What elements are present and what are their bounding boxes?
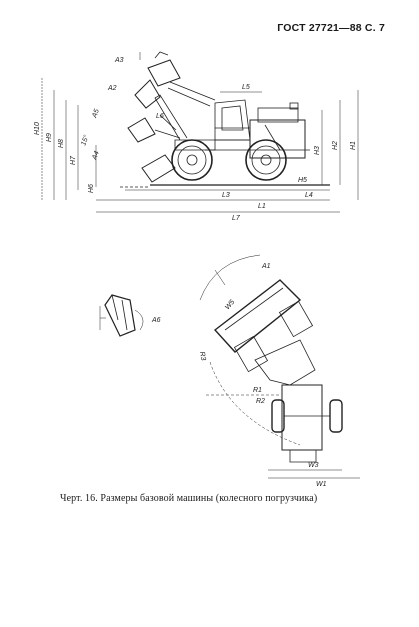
label-h9: H9 bbox=[46, 133, 53, 142]
loader-side-body bbox=[175, 100, 310, 158]
label-w3: W3 bbox=[308, 462, 319, 469]
label-h10: H10 bbox=[34, 122, 41, 135]
label-w5: W5 bbox=[224, 298, 237, 312]
label-l3: L3 bbox=[222, 192, 230, 199]
loader-boom bbox=[155, 82, 215, 140]
bucket-mid bbox=[135, 80, 160, 108]
label-l6: L6 bbox=[156, 113, 164, 120]
label-a5: A5 bbox=[91, 108, 101, 119]
label-angle: 15° bbox=[80, 134, 91, 147]
bucket-detail bbox=[100, 295, 135, 336]
label-l4: L4 bbox=[305, 192, 313, 199]
bucket-ground bbox=[142, 155, 175, 182]
label-l5: L5 bbox=[242, 84, 250, 91]
label-a1: A1 bbox=[262, 263, 271, 270]
label-w1: W1 bbox=[316, 481, 327, 488]
loader-plan-rear bbox=[272, 385, 342, 462]
bucket-raised bbox=[148, 52, 180, 86]
label-a4: A4 bbox=[91, 150, 101, 161]
label-r2: R2 bbox=[256, 398, 265, 405]
loader-plan-front bbox=[215, 280, 315, 385]
label-a2: A2 bbox=[108, 85, 117, 92]
rear-wheel bbox=[246, 140, 286, 180]
label-l7: L7 bbox=[232, 215, 240, 222]
label-h3: H3 bbox=[314, 146, 321, 155]
front-wheel bbox=[172, 140, 212, 180]
label-r3: R3 bbox=[198, 351, 207, 362]
label-h6: H6 bbox=[88, 184, 95, 193]
label-h5: H5 bbox=[298, 177, 307, 184]
page-header: ГОСТ 27721—88 С. 7 bbox=[277, 22, 385, 34]
label-h2: H2 bbox=[332, 141, 339, 150]
label-a3: A3 bbox=[115, 57, 124, 64]
label-l1: L1 bbox=[258, 203, 266, 210]
label-h7: H7 bbox=[70, 156, 77, 165]
bucket-dump bbox=[128, 118, 155, 142]
figure-caption: Черт. 16. Размеры базовой машины (колесного погрузчика) bbox=[60, 493, 318, 504]
label-a6: A6 bbox=[152, 317, 161, 324]
label-h1: H1 bbox=[350, 141, 357, 150]
label-r1: R1 bbox=[253, 387, 262, 394]
label-h8: H8 bbox=[58, 139, 65, 148]
